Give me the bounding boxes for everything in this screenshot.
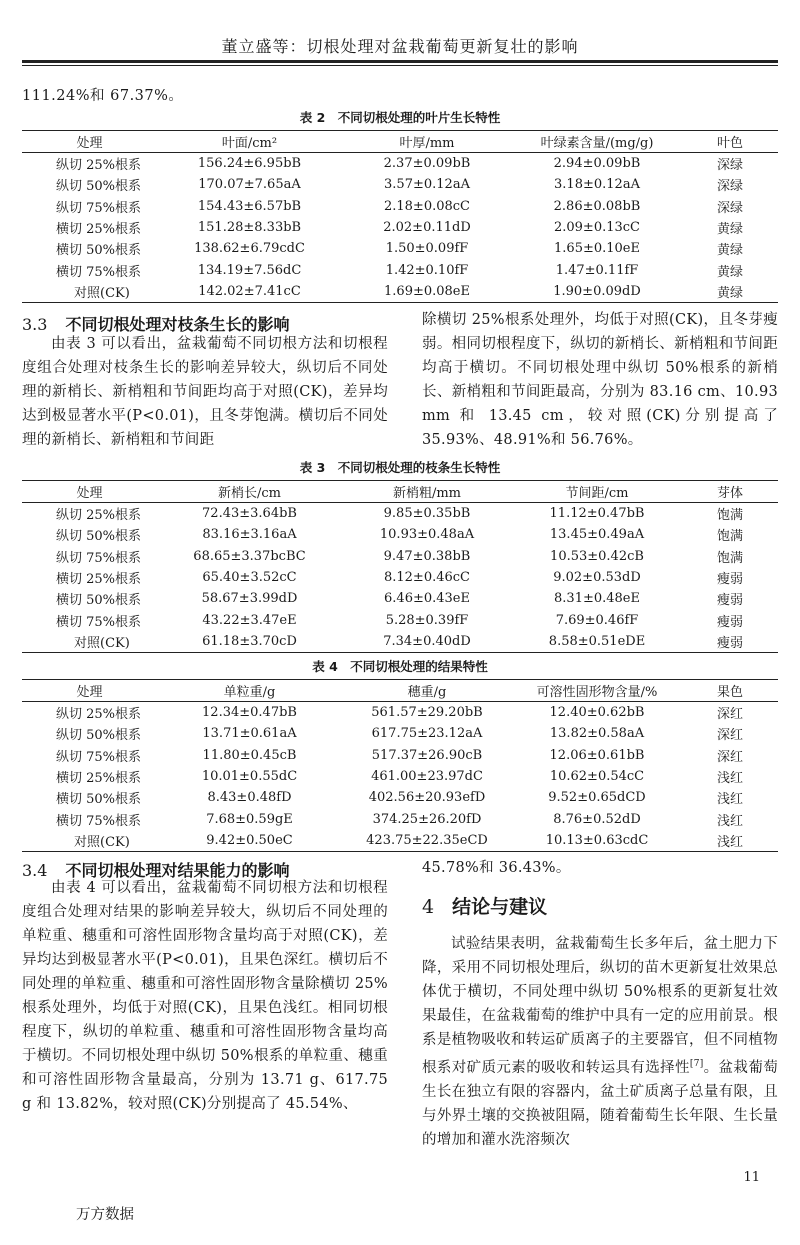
table-cell: 10.93±0.48aA xyxy=(379,527,475,543)
section-3-4-right-fragment: 45.78%和 36.43%。 xyxy=(422,860,571,876)
table-row xyxy=(22,830,778,852)
table-cell: 饱满 xyxy=(716,508,743,524)
table-row xyxy=(22,631,778,653)
table-row xyxy=(22,723,778,744)
table-cell: 1.50±0.09fF xyxy=(385,241,469,257)
table-cell: 142.02±7.41cC xyxy=(198,283,301,299)
table-cell: 8.43±0.48fD xyxy=(207,790,292,806)
table-cell: 3.57±0.12aA xyxy=(384,177,470,193)
section-4-text-part2: 。盆栽葡萄生长在独立有限的容器内，盆土矿质离子总量有限，且与外界土壤的交换被阻隔，随着葡萄生长年限、生长量的增加和灌水洗溶频次 xyxy=(422,1059,778,1148)
table-cell: 156.24±6.95bB xyxy=(197,156,302,172)
section-number: 3.4 xyxy=(22,861,48,880)
table-cell: 10.13±0.63cdC xyxy=(545,832,649,848)
table-cell: 对照(CK) xyxy=(74,635,130,651)
table3 xyxy=(22,480,778,653)
table-cell: 151.28±8.33bB xyxy=(197,220,302,236)
table-cell: 5.28±0.39fF xyxy=(385,612,469,628)
table-row xyxy=(22,745,778,766)
table-cell: 深红 xyxy=(716,707,743,723)
table4-header: 穗重/g xyxy=(342,680,512,702)
table-cell: 浅红 xyxy=(716,813,743,829)
table-cell: 横切 25%根系 xyxy=(56,572,142,588)
table-cell: 瘦弱 xyxy=(716,635,743,651)
table-row xyxy=(22,808,778,829)
table-cell: 8.12±0.46cC xyxy=(383,570,470,586)
table4 xyxy=(22,679,778,852)
table-row xyxy=(22,524,778,545)
table-cell: 72.43±3.64bB xyxy=(202,506,297,522)
table-cell: 9.52±0.65dCD xyxy=(548,790,646,806)
table-row xyxy=(22,174,778,195)
table2-header-row xyxy=(22,131,778,153)
table-cell: 402.56±20.93efD xyxy=(368,790,486,806)
table-cell: 2.18±0.08cC xyxy=(383,198,470,214)
table-cell: 423.75±22.35eCD xyxy=(366,832,488,848)
table2-header: 叶绿素含量/(mg/g) xyxy=(512,131,682,153)
table-cell: 65.40±3.52cC xyxy=(202,570,297,586)
table-row xyxy=(22,567,778,588)
table3-header: 新梢长/cm xyxy=(157,481,342,503)
table-row xyxy=(22,259,778,280)
table-cell: 2.02±0.11dD xyxy=(383,220,471,236)
table-cell: 3.18±0.12aA xyxy=(554,177,640,193)
section-title: 不同切根处理对结果能力的影响 xyxy=(65,861,290,880)
section-3-3-right-text: 除横切 25%根系处理外，均低于对照(CK)，且冬芽瘦弱。相同切根程度下，纵切的新梢长、新梢粗和节间距均高于横切。不同切根处理中纵切 50%根系的新梢长、新梢粗和节间距最高，分别为 83.16 cm、10.93 mm 和 13.45 cm，较对照(CK)分别提高了 35.93%、48.91%和 56.76%。 xyxy=(422,312,778,448)
table-cell: 横切 50%根系 xyxy=(56,593,142,609)
table2-header: 叶厚/mm xyxy=(342,131,512,153)
table-cell: 横切 25%根系 xyxy=(56,771,142,787)
table-cell: 横切 25%根系 xyxy=(56,222,142,238)
table-cell: 饱满 xyxy=(716,550,743,566)
table-cell: 2.86±0.08bB xyxy=(553,198,641,214)
section-title: 不同切根处理对枝条生长的影响 xyxy=(65,315,290,334)
table-cell: 2.94±0.09bB xyxy=(553,156,641,172)
table-row xyxy=(22,609,778,630)
table-row xyxy=(22,281,778,303)
table-cell: 纵切 50%根系 xyxy=(56,179,142,195)
table-cell: 横切 75%根系 xyxy=(56,264,142,280)
table-cell: 纵切 75%根系 xyxy=(56,550,142,566)
table-cell: 横切 50%根系 xyxy=(56,243,142,259)
table-cell: 2.37±0.09bB xyxy=(383,156,471,172)
table4-header: 处理 xyxy=(22,680,157,702)
table-cell: 横切 50%根系 xyxy=(56,792,142,808)
section-4-text xyxy=(422,932,778,1152)
table3-header-row xyxy=(22,481,778,503)
header-rule-thick xyxy=(22,60,778,63)
table-cell: 7.34±0.40dD xyxy=(383,633,471,649)
table-cell: 13.45±0.49aA xyxy=(549,527,645,543)
section-number: 4 xyxy=(422,896,435,918)
table-cell: 1.90±0.09dD xyxy=(553,283,641,299)
table-cell: 83.16±3.16aA xyxy=(202,527,297,543)
section-number: 3.3 xyxy=(22,315,48,334)
table-cell: 饱满 xyxy=(716,529,743,545)
table-cell: 10.53±0.42cB xyxy=(550,548,644,564)
table-cell: 对照(CK) xyxy=(74,285,130,301)
table-cell: 浅红 xyxy=(716,792,743,808)
table-cell: 8.76±0.52dD xyxy=(553,811,641,827)
table-cell: 134.19±7.56dC xyxy=(197,262,302,278)
table3-header: 新梢粗/mm xyxy=(342,481,512,503)
table-cell: 68.65±3.37bcBC xyxy=(193,548,306,564)
section-title: 结论与建议 xyxy=(452,896,548,918)
table-cell: 纵切 75%根系 xyxy=(56,749,142,765)
table-row xyxy=(22,503,778,525)
table4-header: 果色 xyxy=(682,680,778,702)
table-cell: 黄绿 xyxy=(716,264,743,280)
table-cell: 1.69±0.08eE xyxy=(384,283,470,299)
citation: [7] xyxy=(689,1059,704,1069)
table-cell: 10.01±0.55dC xyxy=(201,769,298,785)
table-cell: 横切 75%根系 xyxy=(56,813,142,829)
table-cell: 12.34±0.47bB xyxy=(202,705,297,721)
carryover-text: 111.24%和 67.37%。 xyxy=(22,88,184,104)
table-cell: 12.06±0.61bB xyxy=(549,747,645,763)
table-cell: 7.68±0.59gE xyxy=(206,811,293,827)
table4-caption: 表 4 不同切根处理的结果特性 xyxy=(312,659,488,674)
table-cell: 461.00±23.97dC xyxy=(371,769,483,785)
table-cell: 对照(CK) xyxy=(74,834,130,850)
table-cell: 浅红 xyxy=(716,771,743,787)
table-cell: 8.58±0.51eDE xyxy=(548,633,646,649)
table-cell: 517.37±26.90cB xyxy=(371,747,483,763)
table-cell: 11.80±0.45cB xyxy=(202,747,297,763)
table-cell: 瘦弱 xyxy=(716,614,743,630)
table-cell: 纵切 25%根系 xyxy=(56,158,142,174)
table-cell: 154.43±6.57bB xyxy=(197,198,302,214)
table2-caption: 表 2 不同切根处理的叶片生长特性 xyxy=(299,110,501,125)
table-cell: 170.07±7.65aA xyxy=(198,177,301,193)
table4-header: 单粒重/g xyxy=(157,680,342,702)
table-cell: 黄绿 xyxy=(716,243,743,259)
table-cell: 黄绿 xyxy=(716,285,743,301)
table-cell: 深绿 xyxy=(716,158,743,174)
table2-header: 叶色 xyxy=(682,131,778,153)
table-cell: 纵切 25%根系 xyxy=(56,707,142,723)
table-row xyxy=(22,588,778,609)
table-cell: 9.85±0.35bB xyxy=(383,506,471,522)
page-number: 11 xyxy=(743,1170,760,1185)
section-4-heading xyxy=(422,892,547,919)
table-cell: 1.42±0.10fF xyxy=(385,262,469,278)
table-row xyxy=(22,766,778,787)
table-cell: 13.71±0.61aA xyxy=(202,726,297,742)
table-row xyxy=(22,238,778,259)
table-cell: 纵切 50%根系 xyxy=(56,728,142,744)
table3-header: 芽体 xyxy=(682,481,778,503)
section-3-3-left-text: 由表 3 可以看出，盆栽葡萄不同切根方法和切根程度组合处理对枝条生长的影响差异较大，纵切后不同处理的新梢长、新梢粗和节间距均高于对照(CK)，差异均达到极显著水平(P<0.01)，且冬芽饱满。横切后不同处理的新梢长、新梢粗和节间距 xyxy=(22,336,388,448)
table-cell: 58.67±3.99dD xyxy=(201,591,298,607)
table-cell: 2.09±0.13cC xyxy=(553,220,640,236)
table-row xyxy=(22,217,778,238)
table-cell: 61.18±3.70cD xyxy=(202,633,297,649)
table-cell: 横切 75%根系 xyxy=(56,614,142,630)
footer-watermark: 万方数据 xyxy=(76,1207,134,1223)
table-cell: 617.75±23.12aA xyxy=(371,726,483,742)
section-4-text-part1: 试验结果表明，盆栽葡萄生长多年后，盆土肥力下降，采用不同切根处理后，纵切的苗木更新复壮效果总体优于横切，不同处理中纵切 50%根系的更新复壮效果最佳，在盆栽葡萄的维护中具有一定的应用前景。根系是植物吸收和转运矿质离子的主要器官，但不同植物根系对矿质元素的吸收和转运具有选择性 xyxy=(422,936,778,1076)
table-row xyxy=(22,196,778,217)
table-cell: 9.02±0.53dD xyxy=(553,570,641,586)
table-cell: 43.22±3.47eE xyxy=(202,612,297,628)
table-cell: 深红 xyxy=(716,728,743,744)
table-cell: 黄绿 xyxy=(716,222,743,238)
table-cell: 10.62±0.54cC xyxy=(549,769,645,785)
table-cell: 深绿 xyxy=(716,200,743,216)
table3-header: 节间距/cm xyxy=(512,481,682,503)
table-cell: 纵切 50%根系 xyxy=(56,529,142,545)
table-row xyxy=(22,153,778,175)
table3-header: 处理 xyxy=(22,481,157,503)
table2-header: 叶面/cm² xyxy=(157,131,342,153)
table-cell: 瘦弱 xyxy=(716,572,743,588)
table-cell: 9.47±0.38bB xyxy=(383,548,471,564)
table-row xyxy=(22,702,778,724)
table4-header: 可溶性固形物含量/% xyxy=(512,680,682,702)
table-row xyxy=(22,787,778,808)
table-cell: 13.82±0.58aA xyxy=(549,726,645,742)
table-cell: 7.69±0.46fF xyxy=(555,612,639,628)
table-cell: 6.46±0.43eE xyxy=(384,591,470,607)
table-cell: 瘦弱 xyxy=(716,593,743,609)
running-head: 董立盛等：切根处理对盆栽葡萄更新复壮的影响 xyxy=(221,37,579,56)
table-cell: 561.57±29.20bB xyxy=(371,705,483,721)
table-cell: 纵切 75%根系 xyxy=(56,200,142,216)
table-cell: 1.47±0.11fF xyxy=(555,262,639,278)
table-cell: 深红 xyxy=(716,749,743,765)
table-cell: 深绿 xyxy=(716,179,743,195)
table-cell: 8.31±0.48eE xyxy=(554,591,640,607)
table-cell: 12.40±0.62bB xyxy=(549,705,645,721)
table-cell: 1.65±0.10eE xyxy=(554,241,640,257)
section-3-4-left-text: 由表 4 可以看出，盆栽葡萄不同切根方法和切根程度组合处理对结果的影响差异较大，纵切后不同处理的单粒重、穗重和可溶性固形物含量均高于对照(CK)，差异均达到极显著水平(P<0.01)，且果色深红。横切后不同处理的单粒重、穗重和可溶性固形物含量除横切 25%根系处理外，均低于对照(CK)，且果色浅红。相同切根程度下，纵切的单粒重、穗重和可溶性固形物含量均高于横切。不同切根处理中纵切 50%根系的单粒重、穗重和可溶性固形物含量最高，分别为 13.71 g、617.75 g 和 13.82%，较对照(CK)分别提高了 45.54%、 xyxy=(22,880,388,1112)
table-row xyxy=(22,546,778,567)
table-cell: 11.12±0.47bB xyxy=(549,506,645,522)
table2 xyxy=(22,130,778,303)
header-rule-thin xyxy=(22,65,778,66)
table-cell: 138.62±6.79cdC xyxy=(194,241,305,257)
table-cell: 纵切 25%根系 xyxy=(56,508,142,524)
table2-header: 处理 xyxy=(22,131,157,153)
table-cell: 374.25±26.20fD xyxy=(372,811,482,827)
table4-header-row xyxy=(22,680,778,702)
table-cell: 浅红 xyxy=(716,834,743,850)
table-cell: 9.42±0.50eC xyxy=(206,832,293,848)
table3-caption: 表 3 不同切根处理的枝条生长特性 xyxy=(299,460,501,475)
